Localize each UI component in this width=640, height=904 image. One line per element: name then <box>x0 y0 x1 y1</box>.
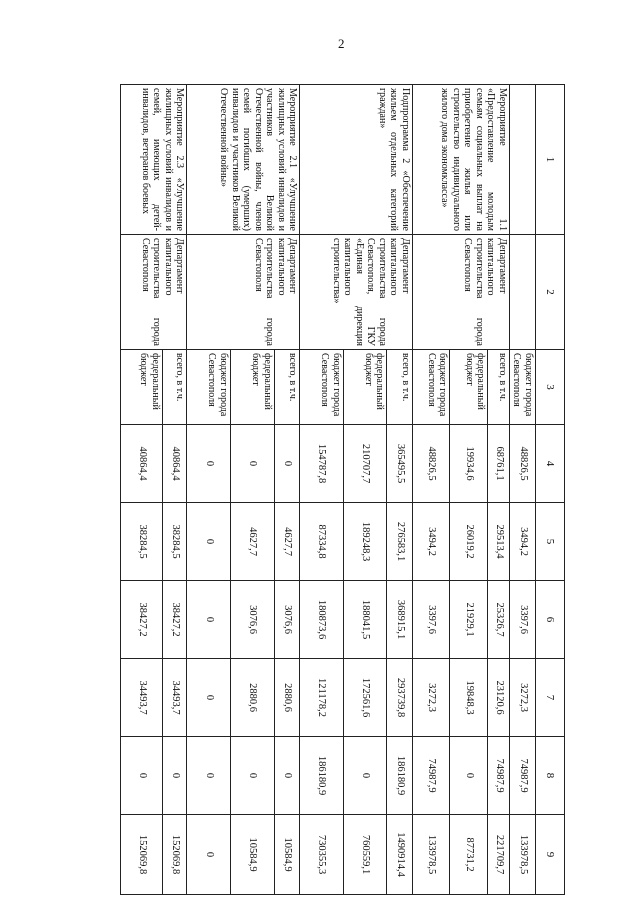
value-cell: 730355,3 <box>300 815 344 895</box>
value-cell: 0 <box>187 659 231 737</box>
value-cell: 368915,1 <box>387 581 412 659</box>
table-row <box>274 85 299 895</box>
value-cell: 38427,2 <box>163 581 187 659</box>
value-cell: 25326,7 <box>488 581 510 659</box>
value-cell: 87731,2 <box>450 815 488 895</box>
value-cell: 133978,5 <box>510 815 536 895</box>
value-cell: 19848,3 <box>450 659 488 737</box>
col-header: 7 <box>536 659 565 737</box>
program-name: Мероприятие 1.1 «Предоставление молодым семьям социальных выплат на приобретение жилья или строительство индивидуального жилого дома экономкласса» <box>412 85 509 235</box>
funding-source: всего, в т.ч. <box>387 350 412 425</box>
value-cell: 760559,1 <box>343 815 387 895</box>
value-cell: 74987,9 <box>412 737 450 815</box>
continuation-row <box>510 85 536 895</box>
value-cell: 4627,7 <box>231 503 275 581</box>
value-cell: 34493,7 <box>163 659 187 737</box>
funding-source: бюджет города Севастополя <box>510 350 536 425</box>
program-name: Подпрограмма 2 «Обеспечение жильем отдельных категорий граждан» <box>300 85 413 235</box>
value-cell: 2880,6 <box>274 659 299 737</box>
rotated-table-wrapper <box>120 84 565 894</box>
value-cell: 87334,8 <box>300 503 344 581</box>
value-cell: 210707,7 <box>343 425 387 503</box>
value-cell: 48826,5 <box>510 425 536 503</box>
funding-source: всего, в т.ч. <box>163 350 187 425</box>
col-header: 9 <box>536 815 565 895</box>
value-cell: 68761,1 <box>488 425 510 503</box>
value-cell: 0 <box>187 737 231 815</box>
value-cell: 74987,9 <box>510 737 536 815</box>
funding-source: федеральный бюджет <box>343 350 387 425</box>
page-number: 2 <box>338 36 345 51</box>
value-cell: 0 <box>343 737 387 815</box>
value-cell: 186180,9 <box>300 737 344 815</box>
funding-source: всего, в т.ч. <box>488 350 510 425</box>
value-cell: 34493,7 <box>121 659 163 737</box>
funding-source: всего, в т.ч. <box>274 350 299 425</box>
col-header: 8 <box>536 737 565 815</box>
col-header: 1 <box>536 85 565 235</box>
table-row <box>488 85 510 895</box>
funding-source: федеральный бюджет <box>450 350 488 425</box>
value-cell: 0 <box>121 737 163 815</box>
col-header: 2 <box>536 235 565 350</box>
value-cell: 180873,6 <box>300 581 344 659</box>
program-name: Мероприятие 2.3 «Улучшение жилищных условий инвалидов и семей, имеющих детей-инвалидов, ветеранов боевых <box>121 85 187 235</box>
value-cell: 3076,6 <box>231 581 275 659</box>
value-cell: 2880,6 <box>231 659 275 737</box>
program-name: Мероприятие 2.1 «Улучшение жилищных условий инвалидов и участников Великой Отечественной войны, членов семей погибших (умерших) инвалидов и участников Великой Отечественной войны» <box>187 85 300 235</box>
value-cell: 0 <box>187 581 231 659</box>
value-cell: 152069,8 <box>163 815 187 895</box>
value-cell: 4627,7 <box>274 503 299 581</box>
table-row <box>163 85 187 895</box>
value-cell: 0 <box>450 737 488 815</box>
value-cell: 365495,5 <box>387 425 412 503</box>
value-cell: 221709,7 <box>488 815 510 895</box>
value-cell: 276583,1 <box>387 503 412 581</box>
header-row <box>536 85 565 895</box>
value-cell: 19934,6 <box>450 425 488 503</box>
col-header: 5 <box>536 503 565 581</box>
value-cell: 21929,1 <box>450 581 488 659</box>
value-cell: 154787,8 <box>300 425 344 503</box>
value-cell: 38284,5 <box>163 503 187 581</box>
value-cell: 0 <box>231 737 275 815</box>
value-cell: 48826,5 <box>412 425 450 503</box>
value-cell: 0 <box>274 737 299 815</box>
col-header: 6 <box>536 581 565 659</box>
blank-cell <box>510 85 536 235</box>
value-cell: 0 <box>187 503 231 581</box>
value-cell: 0 <box>231 425 275 503</box>
value-cell: 172561,6 <box>343 659 387 737</box>
executor: Департамент капитального строительства города Севастополя <box>412 235 509 350</box>
value-cell: 188041,5 <box>343 581 387 659</box>
value-cell: 3076,6 <box>274 581 299 659</box>
value-cell: 133978,5 <box>412 815 450 895</box>
value-cell: 38284,5 <box>121 503 163 581</box>
value-cell: 10584,9 <box>231 815 275 895</box>
value-cell: 1490914,4 <box>387 815 412 895</box>
value-cell: 38427,2 <box>121 581 163 659</box>
value-cell: 152069,8 <box>121 815 163 895</box>
col-header: 4 <box>536 425 565 503</box>
executor: Департамент капитального строительства города Севастополя, ГКУ «Единая дирекция капитального строительства» <box>300 235 413 350</box>
executor: Департамент капитального строительства города Севастополя <box>121 235 187 350</box>
col-header: 3 <box>536 350 565 425</box>
value-cell: 3272,3 <box>510 659 536 737</box>
value-cell: 3494,2 <box>412 503 450 581</box>
value-cell: 3272,3 <box>412 659 450 737</box>
value-cell: 26019,2 <box>450 503 488 581</box>
blank-cell <box>510 235 536 350</box>
value-cell: 0 <box>187 425 231 503</box>
value-cell: 293739,8 <box>387 659 412 737</box>
value-cell: 23120,6 <box>488 659 510 737</box>
executor: Департамент капитального строительства города Севастополя <box>187 235 300 350</box>
value-cell: 29513,4 <box>488 503 510 581</box>
value-cell: 189248,3 <box>343 503 387 581</box>
budget-table <box>120 84 565 895</box>
funding-source: федеральный бюджет <box>231 350 275 425</box>
value-cell: 3494,2 <box>510 503 536 581</box>
value-cell: 0 <box>163 737 187 815</box>
value-cell: 0 <box>274 425 299 503</box>
value-cell: 121178,2 <box>300 659 344 737</box>
value-cell: 40864,4 <box>121 425 163 503</box>
value-cell: 0 <box>187 815 231 895</box>
value-cell: 3397,6 <box>510 581 536 659</box>
value-cell: 186180,9 <box>387 737 412 815</box>
funding-source: федеральный бюджет <box>121 350 163 425</box>
value-cell: 40864,4 <box>163 425 187 503</box>
funding-source: бюджет города Севастополя <box>412 350 450 425</box>
value-cell: 10584,9 <box>274 815 299 895</box>
value-cell: 74987,9 <box>488 737 510 815</box>
funding-source: бюджет города Севастополя <box>187 350 231 425</box>
table-row <box>387 85 412 895</box>
value-cell: 3397,6 <box>412 581 450 659</box>
funding-source: бюджет города Севастополя <box>300 350 344 425</box>
